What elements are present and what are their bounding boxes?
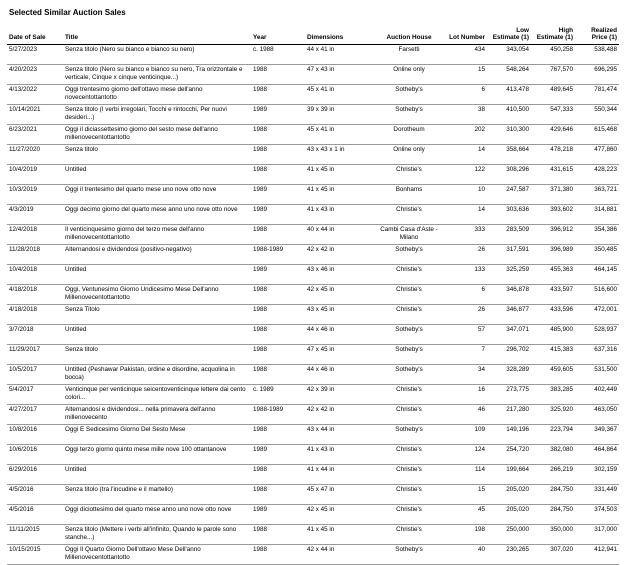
cell-low-estimate: 413,478 <box>487 85 531 105</box>
cell-realized-price: 615,468 <box>575 125 619 145</box>
cell-low-estimate: 310,300 <box>487 125 531 145</box>
table-row <box>7 245 619 265</box>
cell-low-estimate: 328,289 <box>487 365 531 385</box>
cell-realized-price: 317,000 <box>575 525 619 545</box>
cell-dimensions: 41 x 43 in <box>305 445 371 465</box>
cell-auction-house: Sotheby's <box>371 245 447 265</box>
cell-dimensions: 47 x 43 in <box>305 65 371 85</box>
cell-year: 1988 <box>251 65 305 85</box>
table-row <box>7 345 619 365</box>
cell-lot-number: 133 <box>447 265 487 285</box>
cell-date: 12/4/2018 <box>7 225 63 245</box>
cell-lot-number: 15 <box>447 65 487 85</box>
cell-date: 11/11/2015 <box>7 525 63 545</box>
cell-realized-price: 531,500 <box>575 365 619 385</box>
cell-auction-house: Sotheby's <box>371 545 447 565</box>
table-row <box>7 405 619 425</box>
cell-date: 11/29/2017 <box>7 345 63 365</box>
cell-lot-number: 14 <box>447 145 487 165</box>
cell-lot-number: 124 <box>447 445 487 465</box>
cell-dimensions: 42 x 45 in <box>305 285 371 305</box>
cell-dimensions: 42 x 42 in <box>305 405 371 425</box>
cell-auction-house: Sotheby's <box>371 365 447 385</box>
cell-auction-house: Farsetti <box>371 45 447 65</box>
cell-realized-price: 781,474 <box>575 85 619 105</box>
cell-lot-number: 109 <box>447 425 487 445</box>
cell-year: 1989 <box>251 505 305 525</box>
cell-title: Alternandosi e dividendosi... nella primavera dell'anno millenovecento <box>63 405 251 425</box>
cell-dimensions: 42 x 45 in <box>305 505 371 525</box>
cell-low-estimate: 296,702 <box>487 345 531 365</box>
cell-dimensions: 43 x 46 in <box>305 265 371 285</box>
cell-title: Venticinque per venticinque seicentoventicinque lettere dai cento colori... <box>63 385 251 405</box>
cell-title: Oggi trentesimo giorno dell'ottavo mese dell'anno novecentottantotto <box>63 85 251 105</box>
table-row <box>7 445 619 465</box>
cell-title: Untitled <box>63 325 251 345</box>
cell-high-estimate: 284,750 <box>531 505 575 525</box>
cell-realized-price: 354,386 <box>575 225 619 245</box>
col-header-high-estimate: High Estimate (1) <box>531 20 575 45</box>
cell-title: Untitled <box>63 465 251 485</box>
cell-lot-number: 198 <box>447 525 487 545</box>
cell-high-estimate: 478,218 <box>531 145 575 165</box>
cell-auction-house: Cambi Casa d'Aste - Milano <box>371 225 447 245</box>
table-row <box>7 225 619 245</box>
cell-auction-house: Sotheby's <box>371 345 447 365</box>
cell-year: 1988 <box>251 365 305 385</box>
cell-title: Oggi il trentesimo del quarto mese uno nove otto nove <box>63 185 251 205</box>
col-header-lot-number: Lot Number <box>447 20 487 45</box>
cell-low-estimate: 205,020 <box>487 505 531 525</box>
table-row <box>7 505 619 525</box>
cell-year: 1989 <box>251 185 305 205</box>
cell-auction-house: Sotheby's <box>371 85 447 105</box>
cell-date: 10/6/2016 <box>7 445 63 465</box>
cell-date: 6/29/2016 <box>7 465 63 485</box>
cell-auction-house: Christie's <box>371 405 447 425</box>
cell-low-estimate: 303,636 <box>487 205 531 225</box>
report-title: Selected Similar Auction Sales <box>9 8 126 17</box>
cell-title: Alternandosi e dividendosi (positivo-negativo) <box>63 245 251 265</box>
cell-low-estimate: 325,259 <box>487 265 531 285</box>
cell-auction-house: Christie's <box>371 465 447 485</box>
cell-auction-house: Christie's <box>371 505 447 525</box>
cell-lot-number: 122 <box>447 165 487 185</box>
cell-realized-price: 302,159 <box>575 465 619 485</box>
cell-realized-price: 363,721 <box>575 185 619 205</box>
cell-year: 1989 <box>251 445 305 465</box>
cell-realized-price: 464,864 <box>575 445 619 465</box>
table-header-row <box>7 20 619 45</box>
table-row <box>7 145 619 165</box>
cell-low-estimate: 358,664 <box>487 145 531 165</box>
cell-low-estimate: 308,296 <box>487 165 531 185</box>
cell-low-estimate: 346,877 <box>487 305 531 325</box>
cell-high-estimate: 382,080 <box>531 445 575 465</box>
cell-auction-house: Sotheby's <box>371 425 447 445</box>
cell-title: Oggi E Sedicesimo Giorno Del Sesto Mese <box>63 425 251 445</box>
cell-dimensions: 42 x 39 in <box>305 385 371 405</box>
cell-high-estimate: 266,219 <box>531 465 575 485</box>
table-row <box>7 325 619 345</box>
table-row <box>7 165 619 185</box>
cell-year: 1988 <box>251 345 305 365</box>
cell-lot-number: 14 <box>447 205 487 225</box>
cell-date: 10/4/2019 <box>7 165 63 185</box>
cell-auction-house: Dorotheum <box>371 125 447 145</box>
table-row <box>7 125 619 145</box>
table-row <box>7 85 619 105</box>
cell-year: 1988 <box>251 85 305 105</box>
cell-realized-price: 374,503 <box>575 505 619 525</box>
cell-title: Oggi il diciassettesimo giorno del sesto mese dell'anno millenovecentottantotto <box>63 125 251 145</box>
cell-realized-price: 349,367 <box>575 425 619 445</box>
cell-date: 10/15/2015 <box>7 545 63 565</box>
cell-date: 4/20/2023 <box>7 65 63 85</box>
cell-high-estimate: 547,333 <box>531 105 575 125</box>
cell-realized-price: 538,488 <box>575 45 619 65</box>
cell-date: 4/18/2018 <box>7 305 63 325</box>
cell-realized-price: 516,600 <box>575 285 619 305</box>
table-row <box>7 185 619 205</box>
col-header-low-estimate: Low Estimate (1) <box>487 20 531 45</box>
cell-low-estimate: 230,265 <box>487 545 531 565</box>
cell-low-estimate: 343,054 <box>487 45 531 65</box>
cell-realized-price: 350,485 <box>575 245 619 265</box>
cell-year: 1989 <box>251 105 305 125</box>
cell-lot-number: 40 <box>447 545 487 565</box>
cell-title: Senza titolo (I verbi irregolari, Tocchi e rintocchi, Per nuovi desideri...) <box>63 105 251 125</box>
cell-date: 10/3/2019 <box>7 185 63 205</box>
cell-title: Senza titolo (tra l'incudine e il martello) <box>63 485 251 505</box>
table-row <box>7 365 619 385</box>
table-row <box>7 525 619 545</box>
table-row <box>7 385 619 405</box>
table-row <box>7 545 619 565</box>
col-header-year: Year <box>251 20 305 45</box>
cell-high-estimate: 371,380 <box>531 185 575 205</box>
cell-date: 5/27/2023 <box>7 45 63 65</box>
cell-year: 1988 <box>251 305 305 325</box>
cell-low-estimate: 250,000 <box>487 525 531 545</box>
cell-high-estimate: 396,912 <box>531 225 575 245</box>
cell-auction-house: Sotheby's <box>371 105 447 125</box>
cell-low-estimate: 273,775 <box>487 385 531 405</box>
cell-title: Senza titolo <box>63 145 251 165</box>
col-header-dimensions: Dimensions <box>305 20 371 45</box>
cell-date: 4/18/2018 <box>7 285 63 305</box>
cell-date: 3/7/2018 <box>7 325 63 345</box>
col-header-auction-house: Auction House <box>371 20 447 45</box>
cell-realized-price: 402,449 <box>575 385 619 405</box>
cell-dimensions: 43 x 44 in <box>305 425 371 445</box>
cell-date: 11/28/2018 <box>7 245 63 265</box>
cell-title: Untitled (Peshawar Pakistan, ordine e disordine, acquolina in bocca) <box>63 365 251 385</box>
cell-date: 4/5/2016 <box>7 505 63 525</box>
cell-dimensions: 39 x 39 in <box>305 105 371 125</box>
cell-auction-house: Bonhams <box>371 185 447 205</box>
cell-realized-price: 696,295 <box>575 65 619 85</box>
table-row <box>7 485 619 505</box>
cell-realized-price: 464,145 <box>575 265 619 285</box>
cell-date: 4/13/2022 <box>7 85 63 105</box>
cell-lot-number: 26 <box>447 305 487 325</box>
cell-lot-number: 15 <box>447 485 487 505</box>
cell-dimensions: 40 x 44 in <box>305 225 371 245</box>
cell-date: 10/5/2017 <box>7 365 63 385</box>
col-header-title: Title <box>63 20 251 45</box>
cell-auction-house: Christie's <box>371 525 447 545</box>
cell-lot-number: 26 <box>447 245 487 265</box>
cell-high-estimate: 489,645 <box>531 85 575 105</box>
cell-year: 1988 <box>251 465 305 485</box>
cell-realized-price: 550,344 <box>575 105 619 125</box>
cell-dimensions: 41 x 45 in <box>305 525 371 545</box>
cell-year: 1988 <box>251 285 305 305</box>
col-header-date: Date of Sale <box>7 20 63 45</box>
cell-auction-house: Christie's <box>371 445 447 465</box>
cell-auction-house: Online only <box>371 145 447 165</box>
cell-high-estimate: 284,750 <box>531 485 575 505</box>
cell-title: Oggi terzo giorno quinto mese mille nove 100 ottantanove <box>63 445 251 465</box>
table-row <box>7 265 619 285</box>
cell-auction-house: Online only <box>371 65 447 85</box>
cell-low-estimate: 346,878 <box>487 285 531 305</box>
cell-realized-price: 412,941 <box>575 545 619 565</box>
cell-year: 1988-1989 <box>251 405 305 425</box>
cell-realized-price: 331,449 <box>575 485 619 505</box>
cell-lot-number: 202 <box>447 125 487 145</box>
cell-high-estimate: 223,794 <box>531 425 575 445</box>
cell-high-estimate: 325,920 <box>531 405 575 425</box>
cell-high-estimate: 459,605 <box>531 365 575 385</box>
cell-realized-price: 314,881 <box>575 205 619 225</box>
cell-high-estimate: 350,000 <box>531 525 575 545</box>
cell-title: Untitled <box>63 165 251 185</box>
cell-year: 1989 <box>251 205 305 225</box>
cell-low-estimate: 199,664 <box>487 465 531 485</box>
cell-dimensions: 47 x 45 in <box>305 345 371 365</box>
table-row <box>7 425 619 445</box>
cell-year: c. 1989 <box>251 385 305 405</box>
cell-lot-number: 434 <box>447 45 487 65</box>
table-row <box>7 45 619 65</box>
cell-dimensions: 44 x 46 in <box>305 365 371 385</box>
col-header-realized-price: Realized Price (1) <box>575 20 619 45</box>
cell-auction-house: Christie's <box>371 305 447 325</box>
cell-year: 1988 <box>251 125 305 145</box>
cell-year: 1988-1989 <box>251 245 305 265</box>
cell-dimensions: 41 x 45 in <box>305 165 371 185</box>
cell-auction-house: Christie's <box>371 485 447 505</box>
cell-date: 10/8/2016 <box>7 425 63 445</box>
cell-dimensions: 41 x 43 in <box>305 205 371 225</box>
cell-lot-number: 6 <box>447 285 487 305</box>
cell-dimensions: 43 x 45 in <box>305 305 371 325</box>
cell-lot-number: 45 <box>447 505 487 525</box>
cell-low-estimate: 410,500 <box>487 105 531 125</box>
cell-high-estimate: 450,258 <box>531 45 575 65</box>
cell-dimensions: 45 x 41 in <box>305 125 371 145</box>
cell-realized-price: 428,223 <box>575 165 619 185</box>
table-row <box>7 285 619 305</box>
cell-high-estimate: 415,383 <box>531 345 575 365</box>
table-row <box>7 105 619 125</box>
auction-sales-table <box>7 20 619 565</box>
cell-lot-number: 7 <box>447 345 487 365</box>
cell-title: Il venticinquesimo giorno del terzo mese dell'anno millenovecentottantotto <box>63 225 251 245</box>
cell-realized-price: 477,860 <box>575 145 619 165</box>
cell-year: 1988 <box>251 545 305 565</box>
cell-lot-number: 114 <box>447 465 487 485</box>
cell-auction-house: Christie's <box>371 385 447 405</box>
cell-year: 1988 <box>251 145 305 165</box>
cell-high-estimate: 396,989 <box>531 245 575 265</box>
cell-year: 1988 <box>251 165 305 185</box>
cell-high-estimate: 485,900 <box>531 325 575 345</box>
cell-year: 1988 <box>251 525 305 545</box>
cell-low-estimate: 317,591 <box>487 245 531 265</box>
cell-lot-number: 46 <box>447 405 487 425</box>
cell-low-estimate: 283,509 <box>487 225 531 245</box>
cell-dimensions: 41 x 44 in <box>305 465 371 485</box>
cell-date: 10/4/2018 <box>7 265 63 285</box>
cell-realized-price: 528,937 <box>575 325 619 345</box>
cell-year: 1988 <box>251 325 305 345</box>
cell-dimensions: 41 x 45 in <box>305 185 371 205</box>
cell-realized-price: 637,316 <box>575 345 619 365</box>
table-row <box>7 65 619 85</box>
cell-auction-house: Christie's <box>371 165 447 185</box>
cell-lot-number: 34 <box>447 365 487 385</box>
cell-date: 6/23/2021 <box>7 125 63 145</box>
cell-low-estimate: 347,071 <box>487 325 531 345</box>
cell-date: 4/27/2017 <box>7 405 63 425</box>
cell-high-estimate: 429,646 <box>531 125 575 145</box>
cell-lot-number: 57 <box>447 325 487 345</box>
table-row <box>7 205 619 225</box>
cell-low-estimate: 247,587 <box>487 185 531 205</box>
cell-dimensions: 43 x 43 x 1 in <box>305 145 371 165</box>
cell-high-estimate: 393,602 <box>531 205 575 225</box>
cell-year: 1989 <box>251 265 305 285</box>
cell-high-estimate: 383,285 <box>531 385 575 405</box>
cell-dimensions: 44 x 46 in <box>305 325 371 345</box>
cell-low-estimate: 149,196 <box>487 425 531 445</box>
cell-date: 4/3/2019 <box>7 205 63 225</box>
cell-title: Untitled <box>63 265 251 285</box>
cell-high-estimate: 431,615 <box>531 165 575 185</box>
cell-low-estimate: 548,264 <box>487 65 531 85</box>
cell-realized-price: 463,050 <box>575 405 619 425</box>
cell-lot-number: 6 <box>447 85 487 105</box>
cell-title: Senza titolo <box>63 345 251 365</box>
cell-realized-price: 472,001 <box>575 305 619 325</box>
cell-high-estimate: 767,570 <box>531 65 575 85</box>
cell-dimensions: 45 x 47 in <box>305 485 371 505</box>
cell-high-estimate: 433,597 <box>531 285 575 305</box>
cell-lot-number: 333 <box>447 225 487 245</box>
cell-year: 1988 <box>251 425 305 445</box>
cell-high-estimate: 433,596 <box>531 305 575 325</box>
cell-dimensions: 44 x 41 in <box>305 45 371 65</box>
cell-date: 5/4/2017 <box>7 385 63 405</box>
cell-lot-number: 16 <box>447 385 487 405</box>
cell-high-estimate: 455,363 <box>531 265 575 285</box>
table-row <box>7 305 619 325</box>
cell-year: 1988 <box>251 485 305 505</box>
cell-title: Senza titolo (Nero su bianco e bianco su nero) <box>63 45 251 65</box>
cell-high-estimate: 307,020 <box>531 545 575 565</box>
cell-auction-house: Christie's <box>371 265 447 285</box>
cell-low-estimate: 254,720 <box>487 445 531 465</box>
cell-auction-house: Sotheby's <box>371 325 447 345</box>
cell-low-estimate: 205,020 <box>487 485 531 505</box>
cell-title: Oggi Il Quarto Giorno Dell'ottavo Mese Dell'anno Millenovecentottantotto <box>63 545 251 565</box>
table-row <box>7 465 619 485</box>
cell-title: Oggi, Ventunesimo Giorno Undicesimo Mese Dell'anno Millenovecentottantotto <box>63 285 251 305</box>
table-body <box>7 45 619 565</box>
cell-title: Senza Titolo <box>63 305 251 325</box>
cell-low-estimate: 217,280 <box>487 405 531 425</box>
cell-dimensions: 42 x 44 in <box>305 545 371 565</box>
cell-year: 1988 <box>251 225 305 245</box>
cell-auction-house: Christie's <box>371 285 447 305</box>
cell-title: Senza titolo (Nero su bianco e bianco su nero, Tra orizzontale e verticale, Cinque x cinque venticinque...) <box>63 65 251 85</box>
cell-date: 11/27/2020 <box>7 145 63 165</box>
cell-title: Senza titolo (Mettere i verbi all'infinito, Quando le parole sono stanche...) <box>63 525 251 545</box>
cell-date: 10/14/2021 <box>7 105 63 125</box>
cell-dimensions: 42 x 42 in <box>305 245 371 265</box>
cell-lot-number: 38 <box>447 105 487 125</box>
cell-auction-house: Christie's <box>371 205 447 225</box>
cell-lot-number: 10 <box>447 185 487 205</box>
cell-year: c. 1988 <box>251 45 305 65</box>
cell-title: Oggi decimo giorno del quarto mese anno uno nove otto nove <box>63 205 251 225</box>
cell-dimensions: 45 x 41 in <box>305 85 371 105</box>
cell-title: Oggi diciottesimo del quarto mese anno uno nove otto nove <box>63 505 251 525</box>
cell-date: 4/5/2016 <box>7 485 63 505</box>
